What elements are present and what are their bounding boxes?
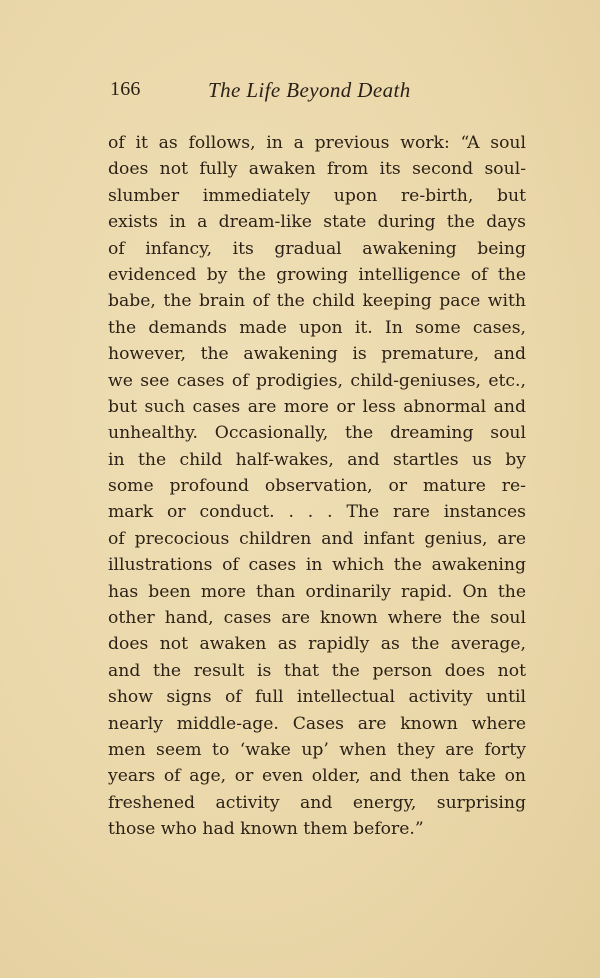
text-line: however, the awakening is premature, and bbox=[108, 344, 526, 365]
running-title: The Life Beyond Death bbox=[208, 78, 411, 102]
text-line: slumber immediately upon re-birth, but bbox=[108, 185, 526, 206]
body-text bbox=[108, 130, 526, 843]
text-line: has been more than ordinarily rapid. On the bbox=[108, 581, 526, 602]
text-line: and the result is that the person does not bbox=[108, 660, 526, 681]
text-line: nearly middle-age. Cases are known where bbox=[108, 713, 526, 734]
text-line: unhealthy. Occasionally, the dreaming soul bbox=[108, 423, 526, 444]
text-line: babe, the brain of the child keeping pace with bbox=[108, 291, 526, 312]
text-line: evidenced by the growing intelligence of the bbox=[108, 264, 526, 285]
text-line: of it as follows, in a previous work: “A soul bbox=[108, 133, 526, 153]
text-line: we see cases of prodigies, child-geniuses, etc., bbox=[108, 370, 526, 391]
text-line: show signs of full intellectual activity until bbox=[108, 687, 526, 708]
text-line: men seem to ‘wake up’ when they are forty bbox=[108, 739, 526, 760]
text-line: mark or conduct. . . . The rare instances bbox=[108, 502, 526, 523]
text-line: of precocious children and infant genius, are bbox=[108, 528, 526, 549]
text-line: freshened activity and energy, surprising bbox=[108, 792, 526, 813]
page-number: 166 bbox=[110, 78, 141, 100]
text-line: does not fully awaken from its second soul- bbox=[108, 159, 526, 180]
text-line: other hand, cases are known where the soul bbox=[108, 608, 526, 629]
text-line: some profound observation, or mature re- bbox=[108, 476, 526, 497]
text-line-last: those who had known them before.” bbox=[108, 819, 424, 840]
running-head bbox=[110, 78, 526, 108]
text-line: does not awaken as rapidly as the average, bbox=[108, 634, 526, 655]
text-line: in the child half-wakes, and startles us by bbox=[108, 449, 526, 470]
text-line: but such cases are more or less abnormal and bbox=[108, 396, 526, 417]
text-line: years of age, or even older, and then take on bbox=[108, 766, 526, 787]
text-line: the demands made upon it. In some cases, bbox=[108, 317, 526, 338]
text-line: of infancy, its gradual awakening being bbox=[108, 238, 526, 259]
text-line: exists in a dream-like state during the days bbox=[108, 212, 526, 233]
text-line: illustrations of cases in which the awakening bbox=[108, 555, 526, 576]
